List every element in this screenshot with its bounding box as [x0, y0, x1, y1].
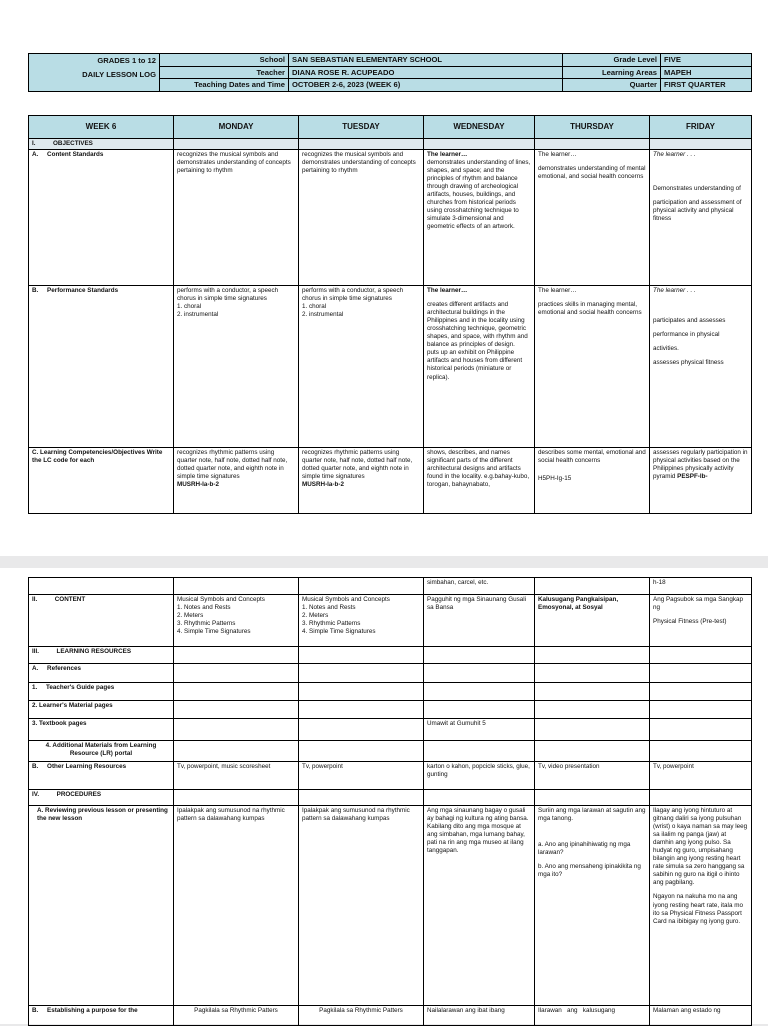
- table-row: [29, 578, 752, 595]
- reviewing-wednesday: Ang mga sinaunang bagay o gusali ay bahagi ng kultura ng ating bansa. Kabilang dito ang mga mosque at ang simbahan, mga lumang bahay, pati na rin ang mga museo at ilang tanggapan.: [424, 806, 535, 1006]
- lesson-table-part-1: [28, 115, 752, 514]
- grade-level-value: FIVE: [661, 54, 752, 67]
- grade-level-label: Grade Level: [563, 54, 661, 67]
- textbook-pages-wednesday: Umawit at Gumuhit 5: [424, 719, 535, 741]
- content-standards-thursday: The learner… demonstrates understanding of mental emotional, and social health concerns: [535, 150, 650, 286]
- table-row: [29, 762, 752, 790]
- purpose-tuesday: Pagkilala sa Rhythmic Patters: [299, 1006, 424, 1026]
- lesson-table-part-2: [28, 577, 752, 1026]
- other-resources-thursday: Tv, video presentation: [535, 762, 650, 790]
- purpose-monday: Pagkilala sa Rhythmic Patters: [174, 1006, 299, 1026]
- competencies-wednesday: shows, describes, and names significant parts of the different architectural designs and artifacts found in the locality. e.g.bahay-kubo, torogan, bahaynabato,: [424, 448, 535, 514]
- content-label: II. CONTENT: [29, 595, 174, 647]
- competencies-thursday: describes some mental, emotional and social health concerns H5PH-Ig-15: [535, 448, 650, 514]
- reviewing-monday: Ipalakpak ang sumusunod na rhythmic pattern sa dalawahang kumpas: [174, 806, 299, 1006]
- continuation-wednesday: simbahan, carcel, etc.: [424, 578, 535, 595]
- table-row: [29, 286, 752, 448]
- reviewing-tuesday: Ipalakpak ang sumusunod na rhythmic pattern sa dalawahang kumpas: [299, 806, 424, 1006]
- other-resources-monday: Tv, powerpoint, music scoresheet: [174, 762, 299, 790]
- table-row: [29, 1006, 752, 1026]
- competencies-label: C. Learning Competencies/Objectives Write the LC code for each: [29, 448, 174, 514]
- content-tuesday: Musical Symbols and Concepts 1. Notes and Rests 2. Meters 3. Rhythmic Patterns 4. Simple Time Signatures: [299, 595, 424, 647]
- dates-value: OCTOBER 2-6, 2023 (WEEK 6): [289, 79, 563, 92]
- performance-standards-friday: The learner . . . participates and assesses performance in physical activities. assesses physical fitness: [650, 286, 752, 448]
- content-wednesday: Pagguhit ng mga Sinaunang Gusali sa Bansa: [424, 595, 535, 647]
- purpose-friday: Malaman ang estado ng: [650, 1006, 752, 1026]
- table-row: [29, 806, 752, 1006]
- dates-label: Teaching Dates and Time: [160, 79, 289, 92]
- content-thursday: Kalusugang Pangkaisipan, Emosyonal, at Sosyal: [535, 595, 650, 647]
- page-2: [0, 568, 768, 1024]
- grades-cell: [29, 54, 160, 92]
- reviewing-label: A. Reviewing previous lesson or presenting the new lesson: [29, 806, 174, 1006]
- objectives-heading: I. OBJECTIVES: [29, 139, 174, 150]
- header-table: [28, 53, 752, 92]
- learners-material-label: 2. Learner's Material pages: [29, 701, 174, 719]
- competencies-monday: recognizes rhythmic patterns using quarter note, half note, dotted half note, dotted quarter note, and eighth note in simple time signatures MUSRH-Ia-b-2: [174, 448, 299, 514]
- school-label: School: [160, 54, 289, 67]
- continuation-friday: h-18: [650, 578, 752, 595]
- competencies-tuesday: recognizes rhythmic patterns using quarter note, half note, dotted half note, dotted quarter note, and eighth note in simple time signatures MUSRH-Ia-b-2: [299, 448, 424, 514]
- content-standards-wednesday: The learner… demonstrates understanding of lines, shapes, and space; and the principles of rhythm and balance through drawing of archeological artifacts, houses, buildings, and churches from historical periods using crosshatching technique to simulate 3-dimensional and geometric effects of an artwork.: [424, 150, 535, 286]
- column-header-tuesday: TUESDAY: [299, 116, 424, 139]
- table-row: [29, 150, 752, 286]
- performance-standards-label: B. Performance Standards: [29, 286, 174, 448]
- other-resources-friday: Tv, powerpoint: [650, 762, 752, 790]
- content-monday: Musical Symbols and Concepts 1. Notes and Rests 2. Meters 3. Rhythmic Patterns 4. Simple Time Signatures: [174, 595, 299, 647]
- quarter-label: Quarter: [563, 79, 661, 92]
- reviewing-friday: Ilagay ang iyong hintuturo at gitnang daliri sa iyong pulsuhan (wrist) o kaya naman sa may leeg sa ilalim ng panga (jaw) at damhin ang iyong pulso. Sa hudyat ng guro, umpisahang bilangin ang iyong resting heart rate simula sa zero hanggang sa sabihin ng guro na itigil o ihinto ang pagbilang. Ngayon na nakuha mo na ang iyong resting heart rate, itala mo ito sa Physical Fitness Passport Card na ibibigay ng iyong guro.: [650, 806, 752, 1006]
- teacher-value: DIANA ROSE R. ACUPEADO: [289, 66, 563, 79]
- column-header-wednesday: WEDNESDAY: [424, 116, 535, 139]
- column-header-thursday: THURSDAY: [535, 116, 650, 139]
- school-value: SAN SEBASTIAN ELEMENTARY SCHOOL: [289, 54, 563, 67]
- content-standards-tuesday: recognizes the musical symbols and demonstrates understanding of concepts pertaining to rhythm: [299, 150, 424, 286]
- column-header-friday: FRIDAY: [650, 116, 752, 139]
- teachers-guide-label: 1. Teacher's Guide pages: [29, 683, 174, 701]
- grades-label: GRADES 1 to 12: [97, 56, 156, 65]
- purpose-label: B. Establishing a purpose for the: [29, 1006, 174, 1026]
- teacher-label: Teacher: [160, 66, 289, 79]
- other-resources-wednesday: karton o kahon, popcicle sticks, glue, gunting: [424, 762, 535, 790]
- performance-standards-monday: performs with a conductor, a speech chorus in simple time signatures 1. choral 2. instrumental: [174, 286, 299, 448]
- performance-standards-wednesday: The learner… creates different artifacts and architectural buildings in the Philippines and in the locality using crosshatching technique, geometric shapes, and space, with rhythm and balance as principles of design. puts up an exhibit on Philippine artifacts and houses from different historical periods (miniature or replica).: [424, 286, 535, 448]
- column-header-monday: MONDAY: [174, 116, 299, 139]
- learning-areas-value: MAPEH: [661, 66, 752, 79]
- other-resources-label: B. Other Learning Resources: [29, 762, 174, 790]
- table-row: [29, 595, 752, 647]
- learning-resources-heading: III. LEARNING RESOURCES: [29, 647, 174, 664]
- textbook-pages-label: 3. Textbook pages: [29, 719, 174, 741]
- references-label: A. References: [29, 664, 174, 683]
- procedures-heading: IV. PROCEDURES: [29, 790, 174, 806]
- purpose-wednesday: Nailalarawan ang ibat ibang: [424, 1006, 535, 1026]
- content-standards-monday: recognizes the musical symbols and demonstrates understanding of concepts pertaining to rhythm: [174, 150, 299, 286]
- quarter-value: FIRST QUARTER: [661, 79, 752, 92]
- content-standards-friday: The learner . . . Demonstrates understanding of participation and assessment of physical activity and physical fitness: [650, 150, 752, 286]
- reviewing-thursday: Suriin ang mga larawan at sagutin ang mga tanong. a. Ano ang ipinahihiwatig ng mga larawan? b. Ano ang mensaheng ipinakikita ng mga ito?: [535, 806, 650, 1006]
- performance-standards-tuesday: performs with a conductor, a speech chorus in simple time signatures 1. choral 2. instrumental: [299, 286, 424, 448]
- column-header-week: WEEK 6: [29, 116, 174, 139]
- additional-materials-label: 4. Additional Materials from Learning Resource (LR) portal: [29, 741, 174, 762]
- other-resources-tuesday: Tv, powerpoint: [299, 762, 424, 790]
- competencies-friday: assesses regularly participation in physical activities based on the Philippines physically activity pyramid PESPF-Ib-: [650, 448, 752, 514]
- performance-standards-thursday: The learner… practices skills in managing mental, emotional and social health concerns: [535, 286, 650, 448]
- learning-areas-label: Learning Areas: [563, 66, 661, 79]
- content-standards-label: A. Content Standards: [29, 150, 174, 286]
- table-row: [29, 448, 752, 514]
- purpose-thursday: Ilarawan ang kalusugang: [535, 1006, 650, 1026]
- content-friday: Ang Pagsubok sa mga Sangkap ng Physical Fitness (Pre-test): [650, 595, 752, 647]
- daily-lesson-log-label: DAILY LESSON LOG: [82, 69, 156, 79]
